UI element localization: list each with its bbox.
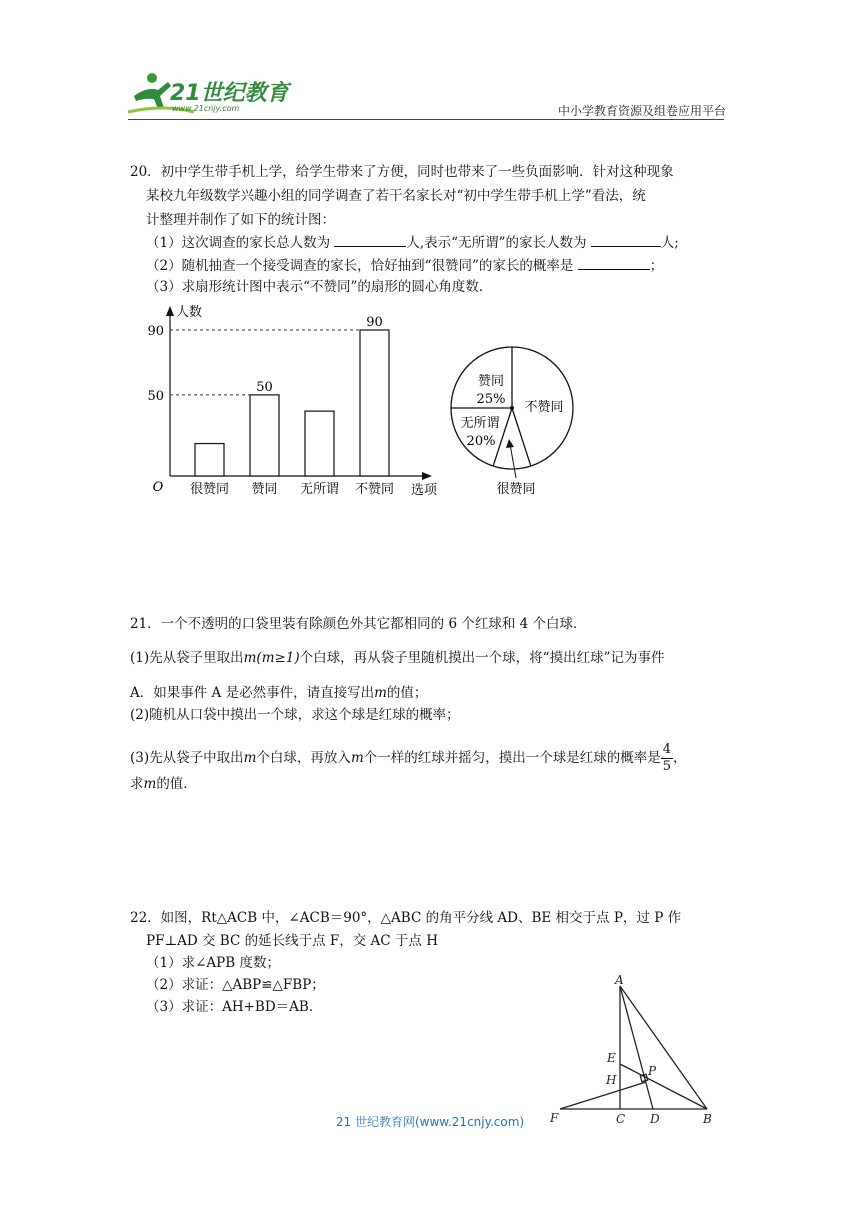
q21-part-1-cont [130,683,427,703]
q20-part-1 [146,232,679,253]
q21-part-3-text-e: 求 [130,776,144,792]
q22-stem-1: 22．如图，Rt△ACB 中，∠ACB＝90°，△ABC 的角平分线 AD、BE 相交于点 P，过 P 作 [130,910,682,926]
logo-text: 21世纪教育 [170,81,289,106]
q21-part-1-text-d: 的值； [386,685,428,701]
point-label-B: B [703,1112,712,1126]
y-tick-label: 50 [147,388,164,404]
q21-part-2: (2)随机从口袋中摸出一个球，求这个球是红球的概率； [130,707,460,723]
pie-center [510,406,514,410]
x-axis-arrow [422,472,432,480]
platform-name: 中小学教育资源及组卷应用平台 [558,104,727,118]
y-axis-label: 人数 [176,305,203,320]
q21-stem: 21．一个不透明的口袋里装有除颜色外其它都相同的 6 个红球和 4 个白球． [130,616,587,632]
q21-part-3-text-d: ， [673,750,687,766]
fraction-four-fifths [661,742,673,775]
q20-stem-1: 20．初中学生带手机上学，给学生带来了方便，同时也带来了一些负面影响．针对这种现象 [130,164,674,180]
pie-percent-label: 20% [466,434,496,449]
point-label-E: E [607,1051,616,1065]
answer-blank-probability[interactable] [578,255,650,270]
pie-chart [444,340,584,500]
q22-part-3: （3）求证：AH+BD＝AB． [146,999,323,1015]
x-tick-label: 赞同 [251,482,278,497]
q20-part-1-text-a: （1）这次调查的家长总人数为 [146,235,335,251]
math-m: m [143,776,157,792]
point-label-A: A [615,973,624,987]
q21-part-3-text-a: (3)先从袋子中取出 [130,750,244,766]
q20-stem-2: 某校九年级数学兴趣小组的同学调查了若干名家长对“初中学生带手机上学”看法，统 [146,188,646,204]
q21-part-3-text-b: 个白球，再放入 [256,750,351,766]
point-label-F: F [550,1111,559,1125]
x-tick-label: 很赞同 [189,482,230,497]
x-axis-label: 选项 [410,483,438,498]
math-m-condition: m(m≥1) [243,650,300,666]
fraction-denominator: 5 [662,759,672,774]
q20-stem-3: 计整理并制作了如下的统计图： [146,212,335,228]
point-label-D: D [650,1112,660,1126]
q21-part-1 [130,648,664,668]
q20-part-2-text-a: （2）随机抽查一个接受调查的家长，恰好抽到“很赞同”的家长的概率是 [146,258,578,274]
y-tick-label: 90 [147,324,164,339]
q22-part-2: （2）求证：△ABP≌△FBP； [146,977,325,993]
segment-AD [620,986,653,1109]
point-label-H: H [606,1073,617,1087]
pie-label: 无所谓 [460,416,500,431]
q21-part-3 [130,738,687,778]
pie-label: 很赞同 [496,482,536,497]
point-label-P: P [648,1064,657,1078]
origin-label: O [152,480,164,495]
q20-part-3: （3）求扇形统计图中表示“不赞同”的扇形的圆心角度数． [146,279,493,295]
bar [250,395,279,476]
q21-part-1-text-a: (1)先从袋子里取出 [130,650,244,666]
q21-part-3-text-f: 的值． [156,776,197,792]
q21-part-3-cont [130,774,197,794]
q20-part-2-text-b: ； [649,258,664,274]
pie-label: 不赞同 [524,400,564,415]
right-angle-mark [640,1074,647,1081]
logo-url: www.21cnjy.com [172,104,240,113]
footer: 21 世纪教育网(www.21cnjy.com) [335,1115,525,1129]
math-m: m [243,750,257,766]
bar-chart [140,296,440,501]
q22-part-1: （1）求∠APB 度数； [146,955,280,971]
q21-part-3-text-c: 个一样的红球并摇匀，摸出一个球是红球的概率是 [363,750,661,766]
x-tick-label: 不赞同 [354,482,395,497]
point-label-C: C [616,1112,626,1126]
q20-part-1-text-b: 人,表示“无所谓”的家长人数为 [406,235,591,251]
header-divider [128,119,724,120]
segment-FP [560,1082,646,1109]
q20-part-1-text-c: 人; [660,235,679,251]
bar-value-label: 50 [256,379,273,395]
answer-blank-indifferent[interactable] [591,232,661,247]
pie-label: 赞同 [477,374,505,389]
y-axis-arrow [166,306,174,316]
q21-part-1-text-c: A．如果事件 A 是必然事件，请直接写出 [130,685,375,701]
bar [305,411,334,476]
q20-part-2 [146,255,663,276]
q21-part-1-text-b: 个白球，再从袋子里随机摸出一个球，将“摸出红球”记为事件 [299,650,665,666]
pie-percent-label: 25% [476,392,506,407]
math-m: m [374,685,387,701]
segment-AB [620,986,707,1109]
q22-stem-2: PF⊥AD 交 BC 的延长线于点 F，交 AC 于点 H [146,933,438,949]
bar [360,330,389,476]
math-m: m [350,750,364,766]
x-tick-label: 无所谓 [299,482,340,497]
bar [195,444,224,476]
fraction-numerator: 4 [662,742,672,757]
answer-blank-total[interactable] [334,232,406,247]
bar-value-label: 90 [366,315,383,330]
geometry-figure [540,972,730,1132]
